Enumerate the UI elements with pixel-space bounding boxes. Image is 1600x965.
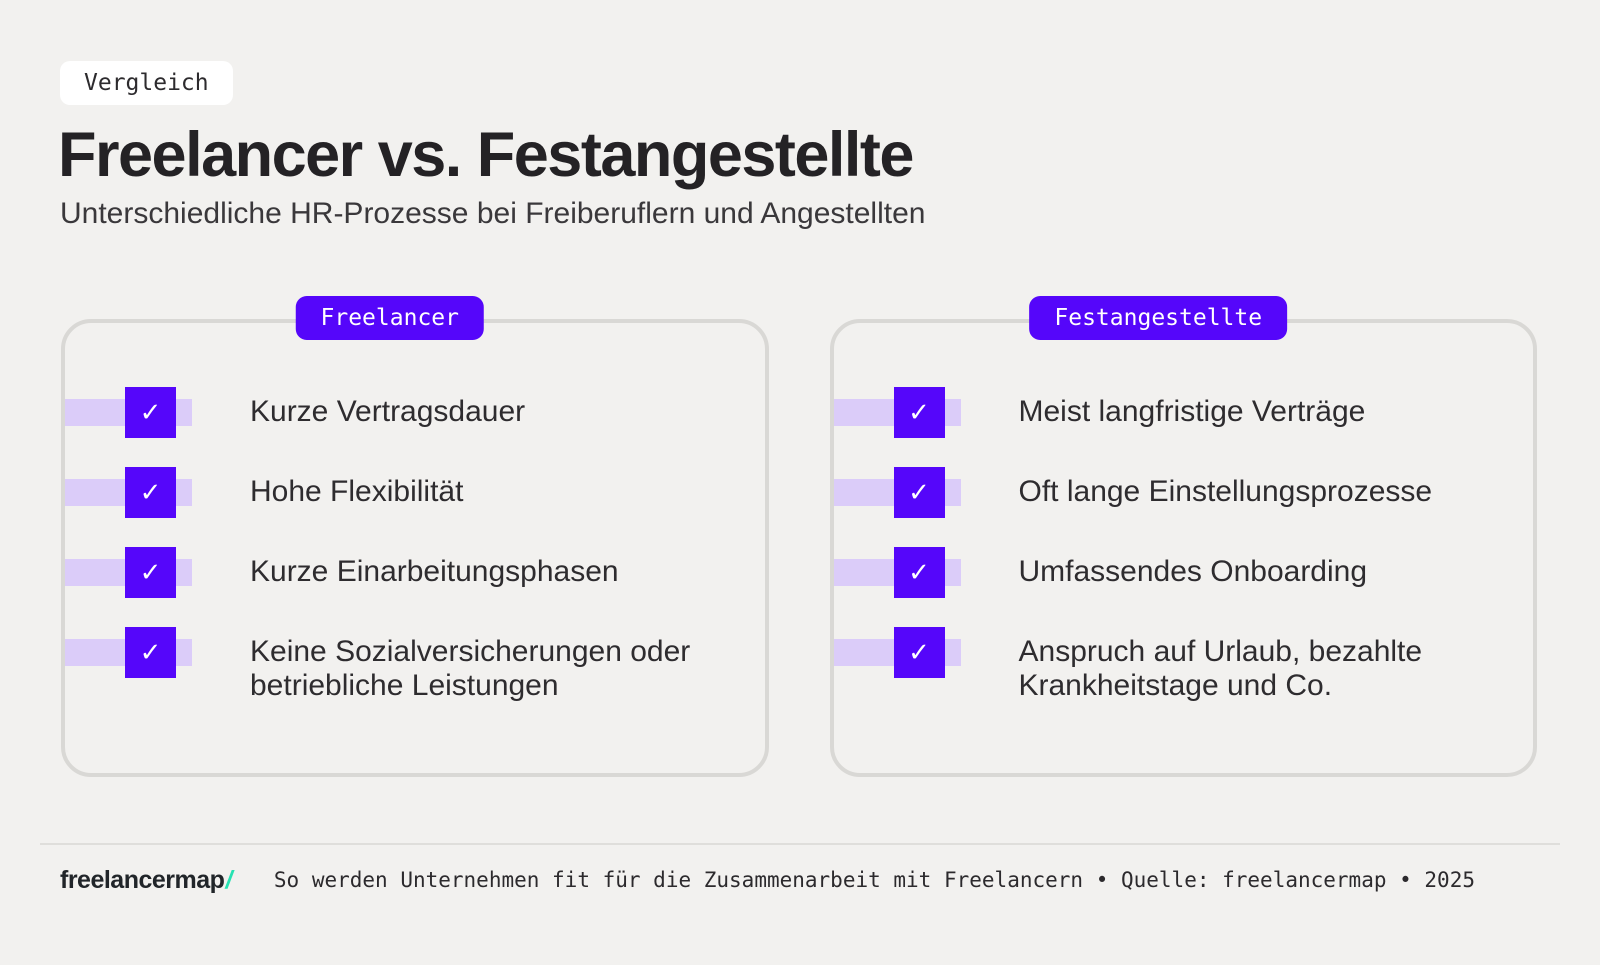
list-item xyxy=(834,547,1534,598)
category-tag xyxy=(60,61,233,105)
checkmark-icon: ✓ xyxy=(139,637,162,668)
list-item xyxy=(65,547,765,598)
checkbox-tile xyxy=(125,467,176,518)
checkbox-tile xyxy=(894,387,945,438)
page-title: Freelancer vs. Festangestellte xyxy=(58,120,913,190)
item-label: Umfassendes Onboarding xyxy=(1018,555,1368,588)
list-item xyxy=(65,627,765,703)
checkbox-tile xyxy=(125,387,176,438)
footer-divider xyxy=(40,843,1560,845)
checkmark-icon: ✓ xyxy=(908,637,930,668)
checkmark-icon: ✓ xyxy=(908,397,930,428)
item-label: Kurze Einarbeitungsphasen xyxy=(250,555,619,588)
checkbox-tile xyxy=(125,627,176,678)
card-festangestellte-list xyxy=(834,387,1534,703)
card-badge-freelancer: Freelancer xyxy=(296,296,484,340)
checkbox-tile xyxy=(894,467,945,518)
freelancermap-logo xyxy=(60,866,232,895)
footer xyxy=(60,858,1560,902)
logo-wordmark: freelancermap xyxy=(60,865,225,894)
list-item xyxy=(834,387,1534,438)
list-item xyxy=(834,467,1534,518)
checkbox-tile xyxy=(125,547,176,598)
page-subtitle: Unterschiedliche HR-Prozesse bei Freiberuflern und Angestellten xyxy=(60,197,926,230)
card-freelancer xyxy=(61,305,769,777)
checkmark-icon: ✓ xyxy=(139,397,162,428)
card-freelancer-list xyxy=(65,387,765,703)
card-festangestellte xyxy=(830,305,1538,777)
card-badge-festangestellte: Festangestellte xyxy=(1029,296,1287,340)
checkbox-tile xyxy=(894,627,945,678)
checkmark-icon: ✓ xyxy=(139,477,162,508)
list-item xyxy=(65,387,765,438)
checkmark-icon: ✓ xyxy=(139,557,162,588)
checkmark-icon: ✓ xyxy=(908,477,930,508)
item-label: Anspruch auf Urlaub, bezahlte Krankheitstage und Co. xyxy=(1018,635,1423,702)
checkmark-icon: ✓ xyxy=(908,557,930,588)
logo-slash-icon: / xyxy=(225,865,232,894)
item-label: Kurze Vertragsdauer xyxy=(250,395,526,428)
list-item xyxy=(834,627,1534,703)
item-label: Meist langfristige Verträge xyxy=(1018,395,1366,428)
list-item xyxy=(65,467,765,518)
item-label: Oft lange Einstellungsprozesse xyxy=(1018,475,1433,508)
item-label: Keine Sozialversicherungen oder betriebliche Leistungen xyxy=(250,635,691,702)
category-tag-label: Vergleich xyxy=(84,70,209,96)
item-label: Hohe Flexibilität xyxy=(250,475,464,508)
checkbox-tile xyxy=(894,547,945,598)
comparison-cards xyxy=(61,305,1537,777)
source-caption: So werden Unternehmen fit für die Zusammenarbeit mit Freelancern • Quelle: freelancermap • 2025 xyxy=(273,868,1475,892)
